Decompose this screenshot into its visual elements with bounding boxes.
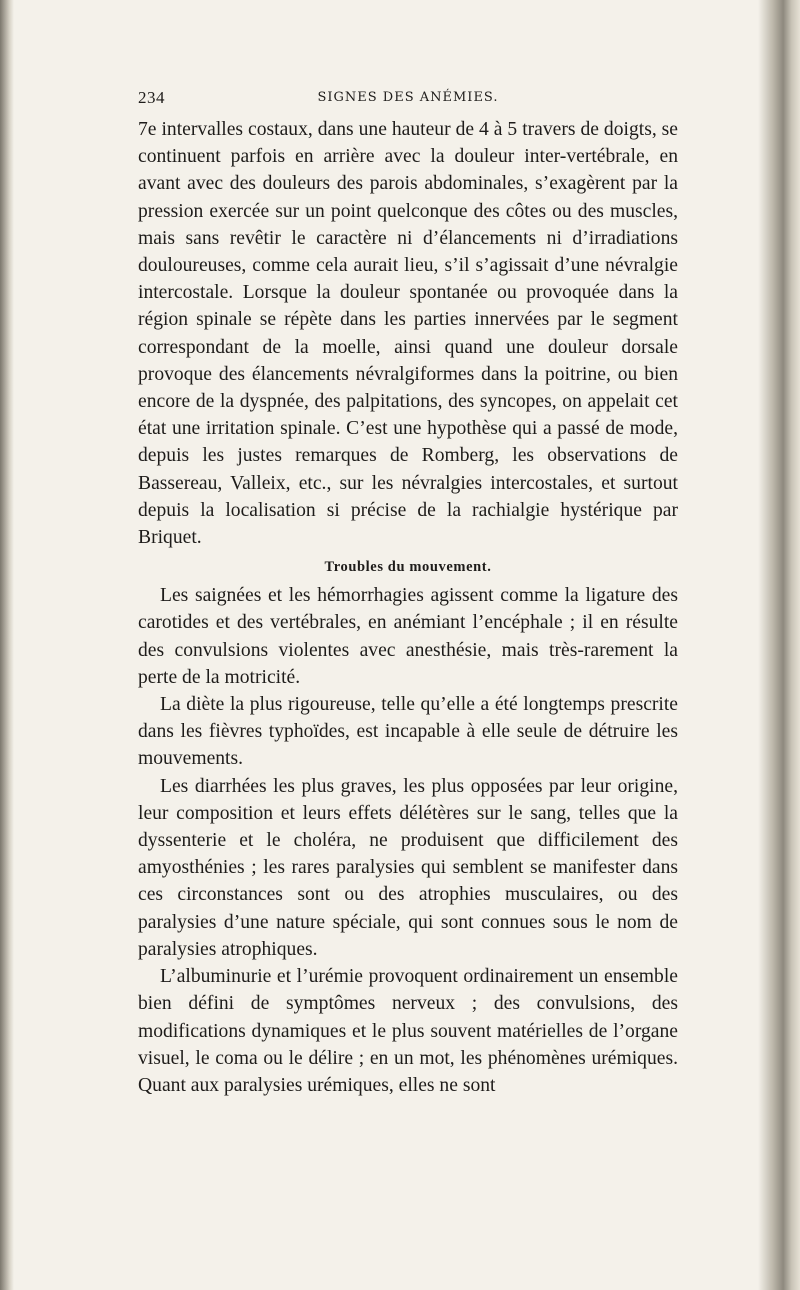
book-page [138,88,678,1099]
scan-right-edge [758,0,800,1290]
running-head [138,88,678,110]
paragraph-diete: La diète la plus rigoureuse, telle qu’elle a été longtemps prescrite dans les fièvres typhoïdes, est incapable à elle seule de détruire les mouvements. [138,694,678,770]
paragraph-diarrhees: Les diarrhées les plus graves, les plus opposées par leur origine, leur composition et leurs effets délétères sur le sang, telles que la dyssenterie et le choléra, ne produisent que difficilement des amyosthénies ; les rares paralysies qui semblent se manifester dans ces circonstances sont ou des atrophies musculaires, ou des paralysies d’une nature spéciale, qui sont connues sous le nom de paralysies atrophiques. [138,775,678,960]
scan-left-edge [0,0,14,1290]
section-heading: Troubles du mouvement. [324,559,492,576]
paragraph-intro: 7e intervalles costaux, dans une hauteur de 4 à 5 travers de doigts, se continuent parfois en arrière avec la douleur inter-vertébrale, en avant avec des douleurs des parois abdominales, s’exagèrent par la pression exercée sur un point quelconque des côtes ou des muscles, mais sans revêtir le caractère ni d’élancements ni d’irradiations douloureuses, comme cela aurait lieu, s’il s’agissait d’une névralgie intercostale. Lorsque la douleur spontanée ou provoquée dans la région spinale se répète dans les parties innervées par le segment correspondant de la moelle, ainsi quand une douleur dorsale provoque des élancements névralgiformes dans la poitrine, ou bien encore de la dyspnée, des palpitations, des syncopes, on appelait cet état une irritation spinale. C’est une hypothèse qui a passé de mode, depuis les justes remarques de Romberg, les observations de Bassereau, Valleix, etc., sur les névralgies intercostales, et surtout depuis la localisation si précise de la rachialgie hystérique par Briquet. [138,119,678,549]
running-title: SIGNES DES ANÉMIES. [317,90,499,105]
page-number: 234 [138,88,165,107]
paragraph-saignees: Les saignées et les hémorrhagies agissent comme la ligature des carotides et des vertébrales, en anémiant l’encéphale ; il en résulte des convulsions violentes avec anesthésie, mais très-rarement la perte de la motricité. [138,585,678,688]
paragraph-albuminurie: L’albuminurie et l’urémie provoquent ordinairement un ensemble bien défini de symptômes nerveux ; des convulsions, des modifications dynamiques et le plus souvent matérielles de l’organe visuel, le coma ou le délire ; en un mot, les phénomènes urémiques. Quant aux paralysies urémiques, elles ne sont [138,966,678,1096]
